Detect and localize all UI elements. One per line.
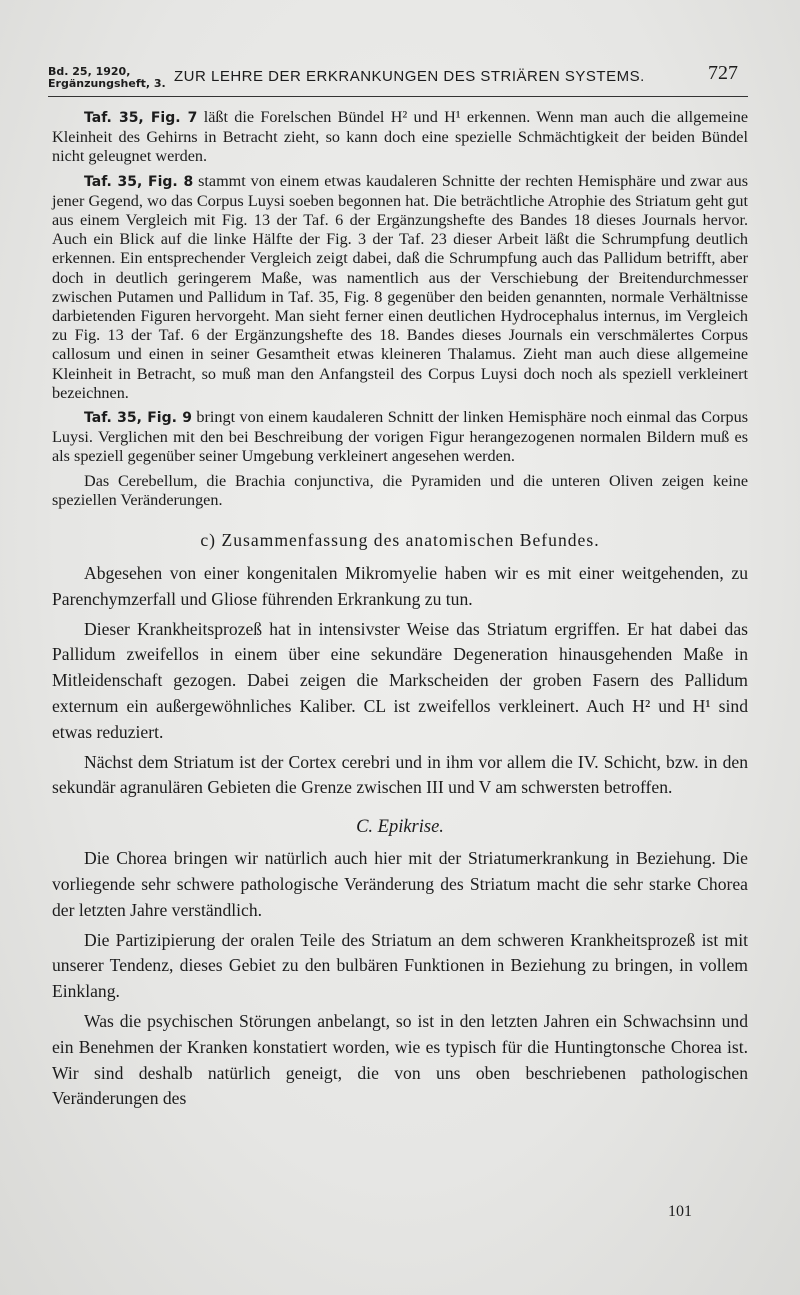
page-number: 727 bbox=[708, 62, 738, 84]
section-heading: c) Zusammenfassung des anatomischen Befundes. bbox=[200, 530, 600, 551]
summary-paragraph: Dieser Krankheitsprozeß hat in intensivster Weise das Striatum ergriffen. Er hat dabei das Pallidum zweifellos in einem über eine sekundäre Degeneration hinausgehenden Maße in Mitleidenschaft gezogen. Dabei zeigen die Markscheiden der groben Fasern des Pallidum externum ein außergewöhnliches Kaliber. CL ist zweifellos verkleinert. Auch H² und H¹ sind etwas reduziert. bbox=[52, 618, 748, 742]
volume-info bbox=[48, 66, 166, 90]
summary-paragraph: Abgesehen von einer kongenitalen Mikromyelie haben wir es mit einer weitgehenden, zu Parenchymzerfall und Gliose führenden Erkrankung zu tun. bbox=[52, 563, 748, 609]
section-c bbox=[52, 530, 748, 1112]
epikrise-paragraph: Was die psychischen Störungen anbelangt, so ist in den letzten Jahren ein Schwachsinn und ein Benehmen der Kranken konstatiert worden, wie es typisch für die Huntingtonsche Chorea ist. Wir sind deshalb natürlich geneigt, die von uns oben beschriebenen pathologischen Veränderungen des bbox=[52, 1011, 748, 1109]
figure-reference: Taf. 35, Fig. 8 bbox=[84, 173, 194, 190]
figure-reference: Taf. 35, Fig. 9 bbox=[84, 410, 192, 427]
paragraph-text: bringt von einem kaudaleren Schnitt der linken Hemisphäre noch einmal das Corpus Luysi. Verglichen mit den bei Beschreibung der vorigen Figur herangezogenen normalen Bildern muß es als speziell gegenüber seiner Umgebung verkleinert angesehen werden. bbox=[52, 408, 748, 466]
paragraph-text: stammt von einem etwas kaudaleren Schnitte der rechten Hemisphäre und zwar aus jener Gegend, wo das Corpus Luysi soeben begonnen hat. Die beträchtliche Atrophie des Striatum geht gut aus einem Vergleich mit Fig. 13 der Taf. 6 der Ergänzungshefte des Bandes 18 dieses Journals hervor. Auch ein Blick auf die linke Hälfte der Fig. 3 der Taf. 23 dieser Arbeit läßt die Schrumpfung deutlich erkennen. Ein entsprechender Vergleich zeigt dabei, daß die Schrumpfung auch das Pallidum betrifft, aber doch in deutlich geringerem Maße, was namentlich aus der Verschiebung der Breitendurchmesser zwischen Putamen und Pallidum in Taf. 35, Fig. 8 gegenüber den beiden genannten, normale Verhältnisse darbietenden Figuren hervorgeht. Man sieht ferner einen deutlichen Hydrocephalus internus, im Vergleich zu Fig. 13 der Taf. 6 der Ergänzungshefte des 18. Bandes dieses Journals ein verschmälertes Corpus callosum und einen in seiner Gesamtheit etwas kleineren Thalamus. Zieht man auch diese allgemeine Kleinheit in Betracht, so muß man den Anfangsteil des Corpus Luysi doch noch als speziell verkleinert bezeichnen. bbox=[52, 171, 748, 402]
supplement-line: Ergänzungsheft, 3. bbox=[48, 77, 166, 90]
running-title: ZUR LEHRE DER ERKRANKUNGEN DES STRIÄREN SYSTEMS. bbox=[174, 68, 645, 85]
epikrise-paragraph: Die Chorea bringen wir natürlich auch hier mit der Striatumerkrankung in Beziehung. Die vorliegende sehr schwere pathologische Veränderung des Striatum macht die sehr starke Chorea der letzten Jahre verständlich. bbox=[52, 848, 748, 920]
figure-reference: Taf. 35, Fig. 7 bbox=[84, 110, 198, 126]
volume-line: Bd. 25, 1920, bbox=[48, 65, 131, 78]
paragraph-fig8 bbox=[52, 172, 748, 403]
paragraph-cerebellum bbox=[52, 472, 748, 510]
paragraph-fig7 bbox=[52, 108, 748, 167]
epikrise-paragraph: Die Partizipierung der oralen Teile des Striatum an dem schweren Krankheitsprozeß ist mit unserer Tendenz, dieses Gebiet zu den bulbären Funktionen in Beziehung zu bringen, in vollem Einklang. bbox=[52, 929, 748, 1002]
body-text bbox=[52, 108, 748, 1116]
epikrise-heading: C. Epikrise. bbox=[356, 817, 444, 838]
sheet-signature: 101 bbox=[668, 1203, 692, 1220]
paragraph-text: Das Cerebellum, die Brachia conjunctiva, die Pyramiden und die unteren Oliven zeigen keine speziellen Veränderungen. bbox=[52, 471, 748, 509]
summary-paragraph: Nächst dem Striatum ist der Cortex cerebri und in ihm vor allem die IV. Schicht, bzw. in den sekundär agranulären Gebieten die Grenze zwischen III und V am schwersten betroffen. bbox=[52, 751, 748, 798]
paragraph-text: läßt die Forelschen Bündel H² und H¹ erkennen. Wenn man auch die allgemeine Kleinheit des Gehirns in Betracht zieht, so kann doch eine spezielle Schmächtigkeit der beiden Bündel nicht geleugnet werden. bbox=[52, 108, 749, 166]
paragraph-fig9 bbox=[52, 408, 748, 467]
running-header bbox=[48, 62, 748, 97]
